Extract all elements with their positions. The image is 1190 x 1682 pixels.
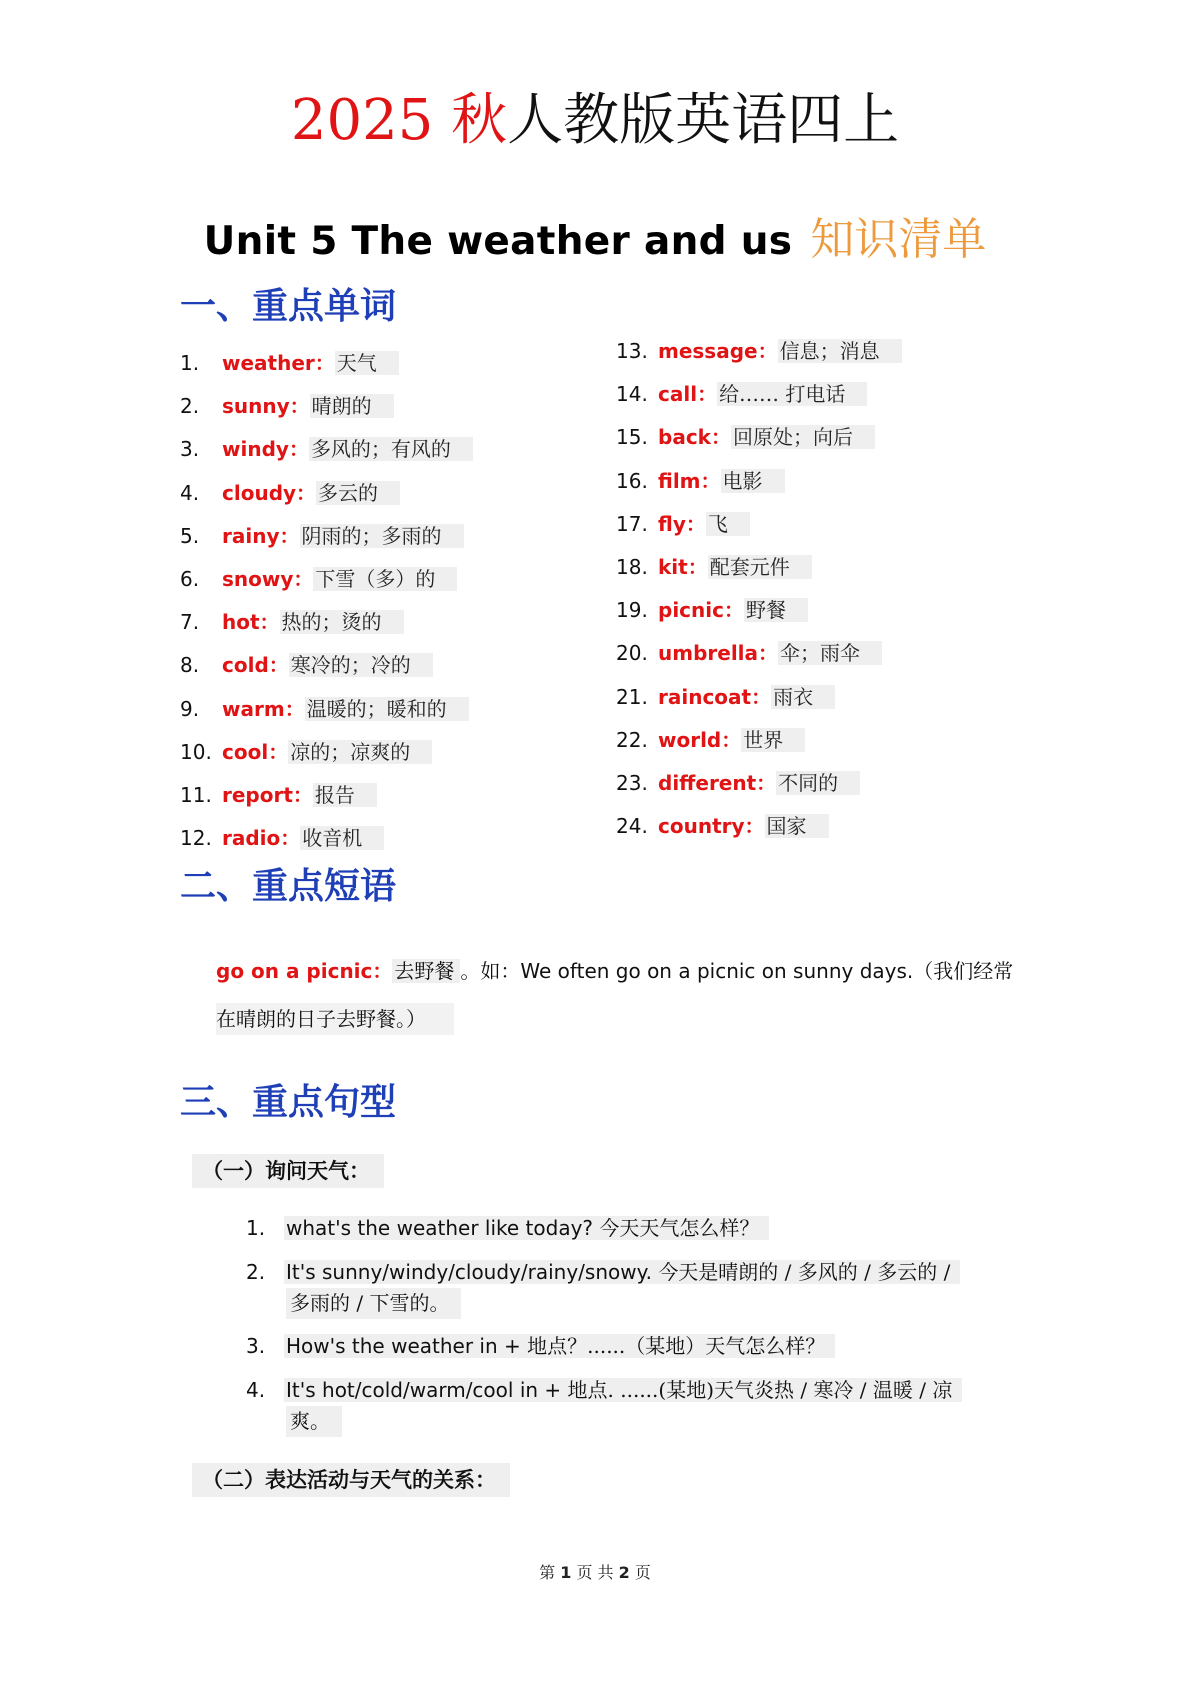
vocab-word: raincoat: [658, 684, 752, 709]
vocab-meaning: 寒冷的；冷的: [289, 653, 433, 677]
footer-prefix: 第: [539, 1563, 556, 1582]
vocab-meaning: 多风的；有风的: [309, 437, 473, 461]
vocab-colon: ：: [744, 814, 765, 839]
vocab-colon: ：: [685, 511, 706, 536]
sentence-chinese: 地点？......（某地）天气怎么样？: [527, 1334, 826, 1358]
vocab-number: 23.: [616, 771, 648, 795]
vocab-item: [616, 466, 785, 496]
vocab-meaning: 天气: [335, 351, 399, 375]
vocab-number: 11.: [180, 783, 212, 807]
sentence-english: How's the weather in +: [286, 1334, 528, 1358]
vocab-meaning: 收音机: [300, 826, 384, 850]
subheading-ask-weather: （一）询问天气：: [192, 1154, 384, 1188]
vocab-meaning: 国家: [765, 814, 829, 838]
section-heading-phrases: 二、重点短语: [180, 865, 397, 907]
vocab-number: 7.: [180, 610, 200, 635]
vocab-item: [616, 811, 829, 841]
vocab-colon: ：: [697, 382, 718, 407]
vocab-word: snowy: [222, 567, 294, 591]
vocab-number: 24.: [616, 814, 648, 839]
phrase-example-chinese-a: （我们经常: [913, 959, 1014, 983]
vocab-meaning: 晴朗的: [310, 394, 394, 418]
unit-title-english: Unit 5 The weather and us: [203, 219, 793, 264]
sentence-item: [246, 1375, 962, 1406]
vocab-item: [180, 823, 384, 853]
sentence-english: what's the weather like today?: [286, 1216, 594, 1240]
vocab-word: kit: [658, 555, 688, 579]
vocab-colon: ：: [758, 641, 779, 666]
vocab-meaning: 配套元件: [708, 555, 812, 579]
vocab-meaning: 热的；烫的: [280, 610, 404, 634]
vocab-word: cool: [222, 739, 269, 764]
title-rest: 人教版英语四上: [507, 88, 900, 153]
section-heading-words: 一、重点单词: [180, 285, 397, 327]
footer-page-total: 2: [618, 1563, 630, 1582]
phrase-item: [216, 955, 1013, 987]
vocab-number: 9.: [180, 696, 200, 721]
vocab-number: 14.: [616, 382, 648, 407]
footer-middle: 页 共: [576, 1563, 614, 1582]
page-footer: [0, 1560, 1190, 1583]
sentence-number: 4.: [246, 1378, 266, 1402]
vocab-word: picnic: [658, 598, 724, 623]
vocab-item: [616, 552, 812, 582]
vocab-meaning: 报告: [313, 783, 377, 807]
phrase-example-prefix: 。如：: [460, 959, 521, 983]
vocab-colon: ：: [756, 771, 777, 795]
vocab-number: 17.: [616, 511, 648, 536]
vocab-word: cloudy: [222, 480, 297, 505]
vocab-number: 8.: [180, 653, 200, 678]
vocab-item: [180, 780, 377, 810]
vocab-meaning: 世界: [741, 728, 805, 752]
vocab-meaning: 给…… 打电话: [717, 382, 867, 406]
footer-suffix: 页: [634, 1563, 651, 1582]
vocab-colon: ：: [293, 567, 314, 591]
phrase-word: go on a picnic: [216, 959, 373, 983]
vocab-number: 1.: [180, 351, 200, 375]
vocab-colon: ：: [723, 598, 744, 623]
vocab-word: report: [222, 783, 293, 807]
vocab-item: [616, 768, 860, 798]
vocab-item: [180, 564, 457, 594]
vocab-meaning: 飞: [706, 512, 750, 536]
vocab-word: windy: [222, 437, 289, 462]
vocab-item: [180, 391, 394, 421]
vocab-item: [616, 422, 875, 452]
vocab-number: 22.: [616, 727, 648, 752]
vocab-number: 6.: [180, 567, 200, 591]
vocab-number: 13.: [616, 339, 648, 363]
vocab-colon: ：: [284, 696, 305, 721]
vocab-word: radio: [222, 826, 281, 851]
vocab-item: [616, 509, 750, 539]
vocab-item: [180, 521, 464, 551]
vocab-colon: ：: [289, 394, 310, 419]
vocab-meaning: 温暖的；暖和的: [305, 697, 469, 721]
vocab-colon: ：: [259, 610, 280, 635]
vocab-colon: ：: [268, 653, 289, 678]
sentence-item: [246, 1213, 769, 1244]
vocab-colon: ：: [280, 826, 301, 851]
phrase-meaning: 去野餐: [392, 959, 460, 983]
sentence-chinese: 今天是晴朗的 / 多风的 / 多云的 /: [658, 1260, 951, 1284]
vocab-item: [180, 607, 404, 637]
vocab-item: [616, 638, 882, 668]
vocab-word: warm: [222, 696, 285, 721]
vocab-colon: ：: [687, 555, 708, 579]
sentence-item: [246, 1331, 835, 1362]
sentence-number: 1.: [246, 1216, 266, 1240]
subheading-activity-weather: （二）表达活动与天气的关系：: [192, 1463, 510, 1497]
vocab-meaning: 多云的: [316, 481, 400, 505]
phrase-colon: ：: [372, 959, 393, 983]
vocab-number: 21.: [616, 684, 648, 709]
vocab-number: 19.: [616, 598, 648, 623]
vocab-colon: ：: [710, 425, 731, 450]
vocab-word: cold: [222, 653, 269, 678]
phrase-example-chinese-b: 在晴朗的日子去野餐。）: [216, 1003, 454, 1035]
vocab-word: hot: [222, 610, 260, 635]
unit-title: [0, 210, 1190, 279]
vocab-word: rainy: [222, 523, 280, 548]
sentence-number: 3.: [246, 1334, 266, 1358]
vocab-item: [180, 434, 473, 464]
section-heading-sentences: 三、重点句型: [180, 1081, 397, 1123]
vocab-item: [616, 336, 902, 366]
sentence-english: It's sunny/windy/cloudy/rainy/snowy.: [286, 1260, 652, 1284]
vocab-word: back: [658, 425, 711, 450]
vocab-colon: ：: [757, 339, 778, 363]
title-season: 秋: [451, 88, 508, 153]
footer-page-number: 1: [560, 1563, 572, 1582]
vocab-item: [180, 650, 433, 680]
vocab-colon: ：: [314, 351, 335, 375]
vocab-colon: ：: [700, 468, 721, 493]
vocab-colon: ：: [279, 523, 300, 548]
phrase-example-english: We often go on a picnic on sunny days.: [520, 959, 914, 983]
vocab-item: [180, 348, 399, 378]
vocab-colon: ：: [292, 783, 313, 807]
vocab-word: different: [658, 771, 757, 795]
document-title: [0, 86, 1190, 156]
vocab-word: call: [658, 382, 698, 407]
vocab-item: [616, 379, 867, 409]
vocab-number: 4.: [180, 480, 200, 505]
title-year: 2025: [290, 88, 434, 153]
vocab-number: 12.: [180, 826, 212, 851]
vocab-item: [616, 682, 835, 712]
vocab-number: 5.: [180, 523, 200, 548]
vocab-number: 20.: [616, 641, 648, 666]
sentence-number: 2.: [246, 1260, 266, 1284]
vocab-number: 18.: [616, 555, 648, 579]
vocab-meaning: 凉的；凉爽的: [288, 740, 432, 764]
vocab-number: 10.: [180, 739, 212, 764]
vocab-meaning: 信息；消息: [778, 339, 902, 363]
vocab-word: weather: [222, 351, 315, 375]
vocab-colon: ：: [751, 684, 772, 709]
vocab-colon: ：: [721, 727, 742, 752]
vocab-meaning: 野餐: [744, 598, 808, 622]
sentence-continuation: 爽。: [286, 1406, 342, 1437]
sentence-chinese: 今天天气怎么样？: [599, 1216, 760, 1240]
vocab-word: country: [658, 814, 745, 839]
vocab-word: sunny: [222, 394, 290, 419]
vocab-item: [180, 694, 469, 724]
vocab-word: world: [658, 727, 722, 752]
vocab-word: film: [658, 468, 701, 493]
vocab-number: 16.: [616, 468, 648, 493]
vocab-word: fly: [658, 511, 686, 536]
sentence-english: It's hot/cold/warm/cool in +: [286, 1378, 568, 1402]
vocab-meaning: 雨衣: [771, 685, 835, 709]
unit-title-chinese: 知识清单: [810, 214, 987, 265]
vocab-number: 3.: [180, 437, 200, 462]
vocab-item: [180, 478, 400, 508]
vocab-word: message: [658, 339, 758, 363]
vocab-item: [616, 595, 808, 625]
vocab-colon: ：: [288, 437, 309, 462]
vocab-colon: ：: [296, 480, 317, 505]
vocab-meaning: 伞；雨伞: [778, 641, 882, 665]
vocab-number: 2.: [180, 394, 200, 419]
vocab-colon: ：: [268, 739, 289, 764]
vocab-meaning: 下雪（多）的: [313, 567, 457, 591]
vocab-item: [616, 725, 805, 755]
vocab-item: [180, 737, 432, 767]
sentence-item: [246, 1257, 960, 1288]
vocab-meaning: 不同的: [776, 771, 860, 795]
vocab-meaning: 电影: [721, 469, 785, 493]
vocab-meaning: 阴雨的；多雨的: [300, 524, 464, 548]
vocab-number: 15.: [616, 425, 648, 450]
sentence-chinese: 地点. ......(某地)天气炎热 / 寒冷 / 温暖 / 凉: [567, 1378, 953, 1402]
vocab-meaning: 回原处；向后: [731, 425, 875, 449]
vocab-word: umbrella: [658, 641, 759, 666]
sentence-continuation: 多雨的 / 下雪的。: [286, 1288, 461, 1319]
